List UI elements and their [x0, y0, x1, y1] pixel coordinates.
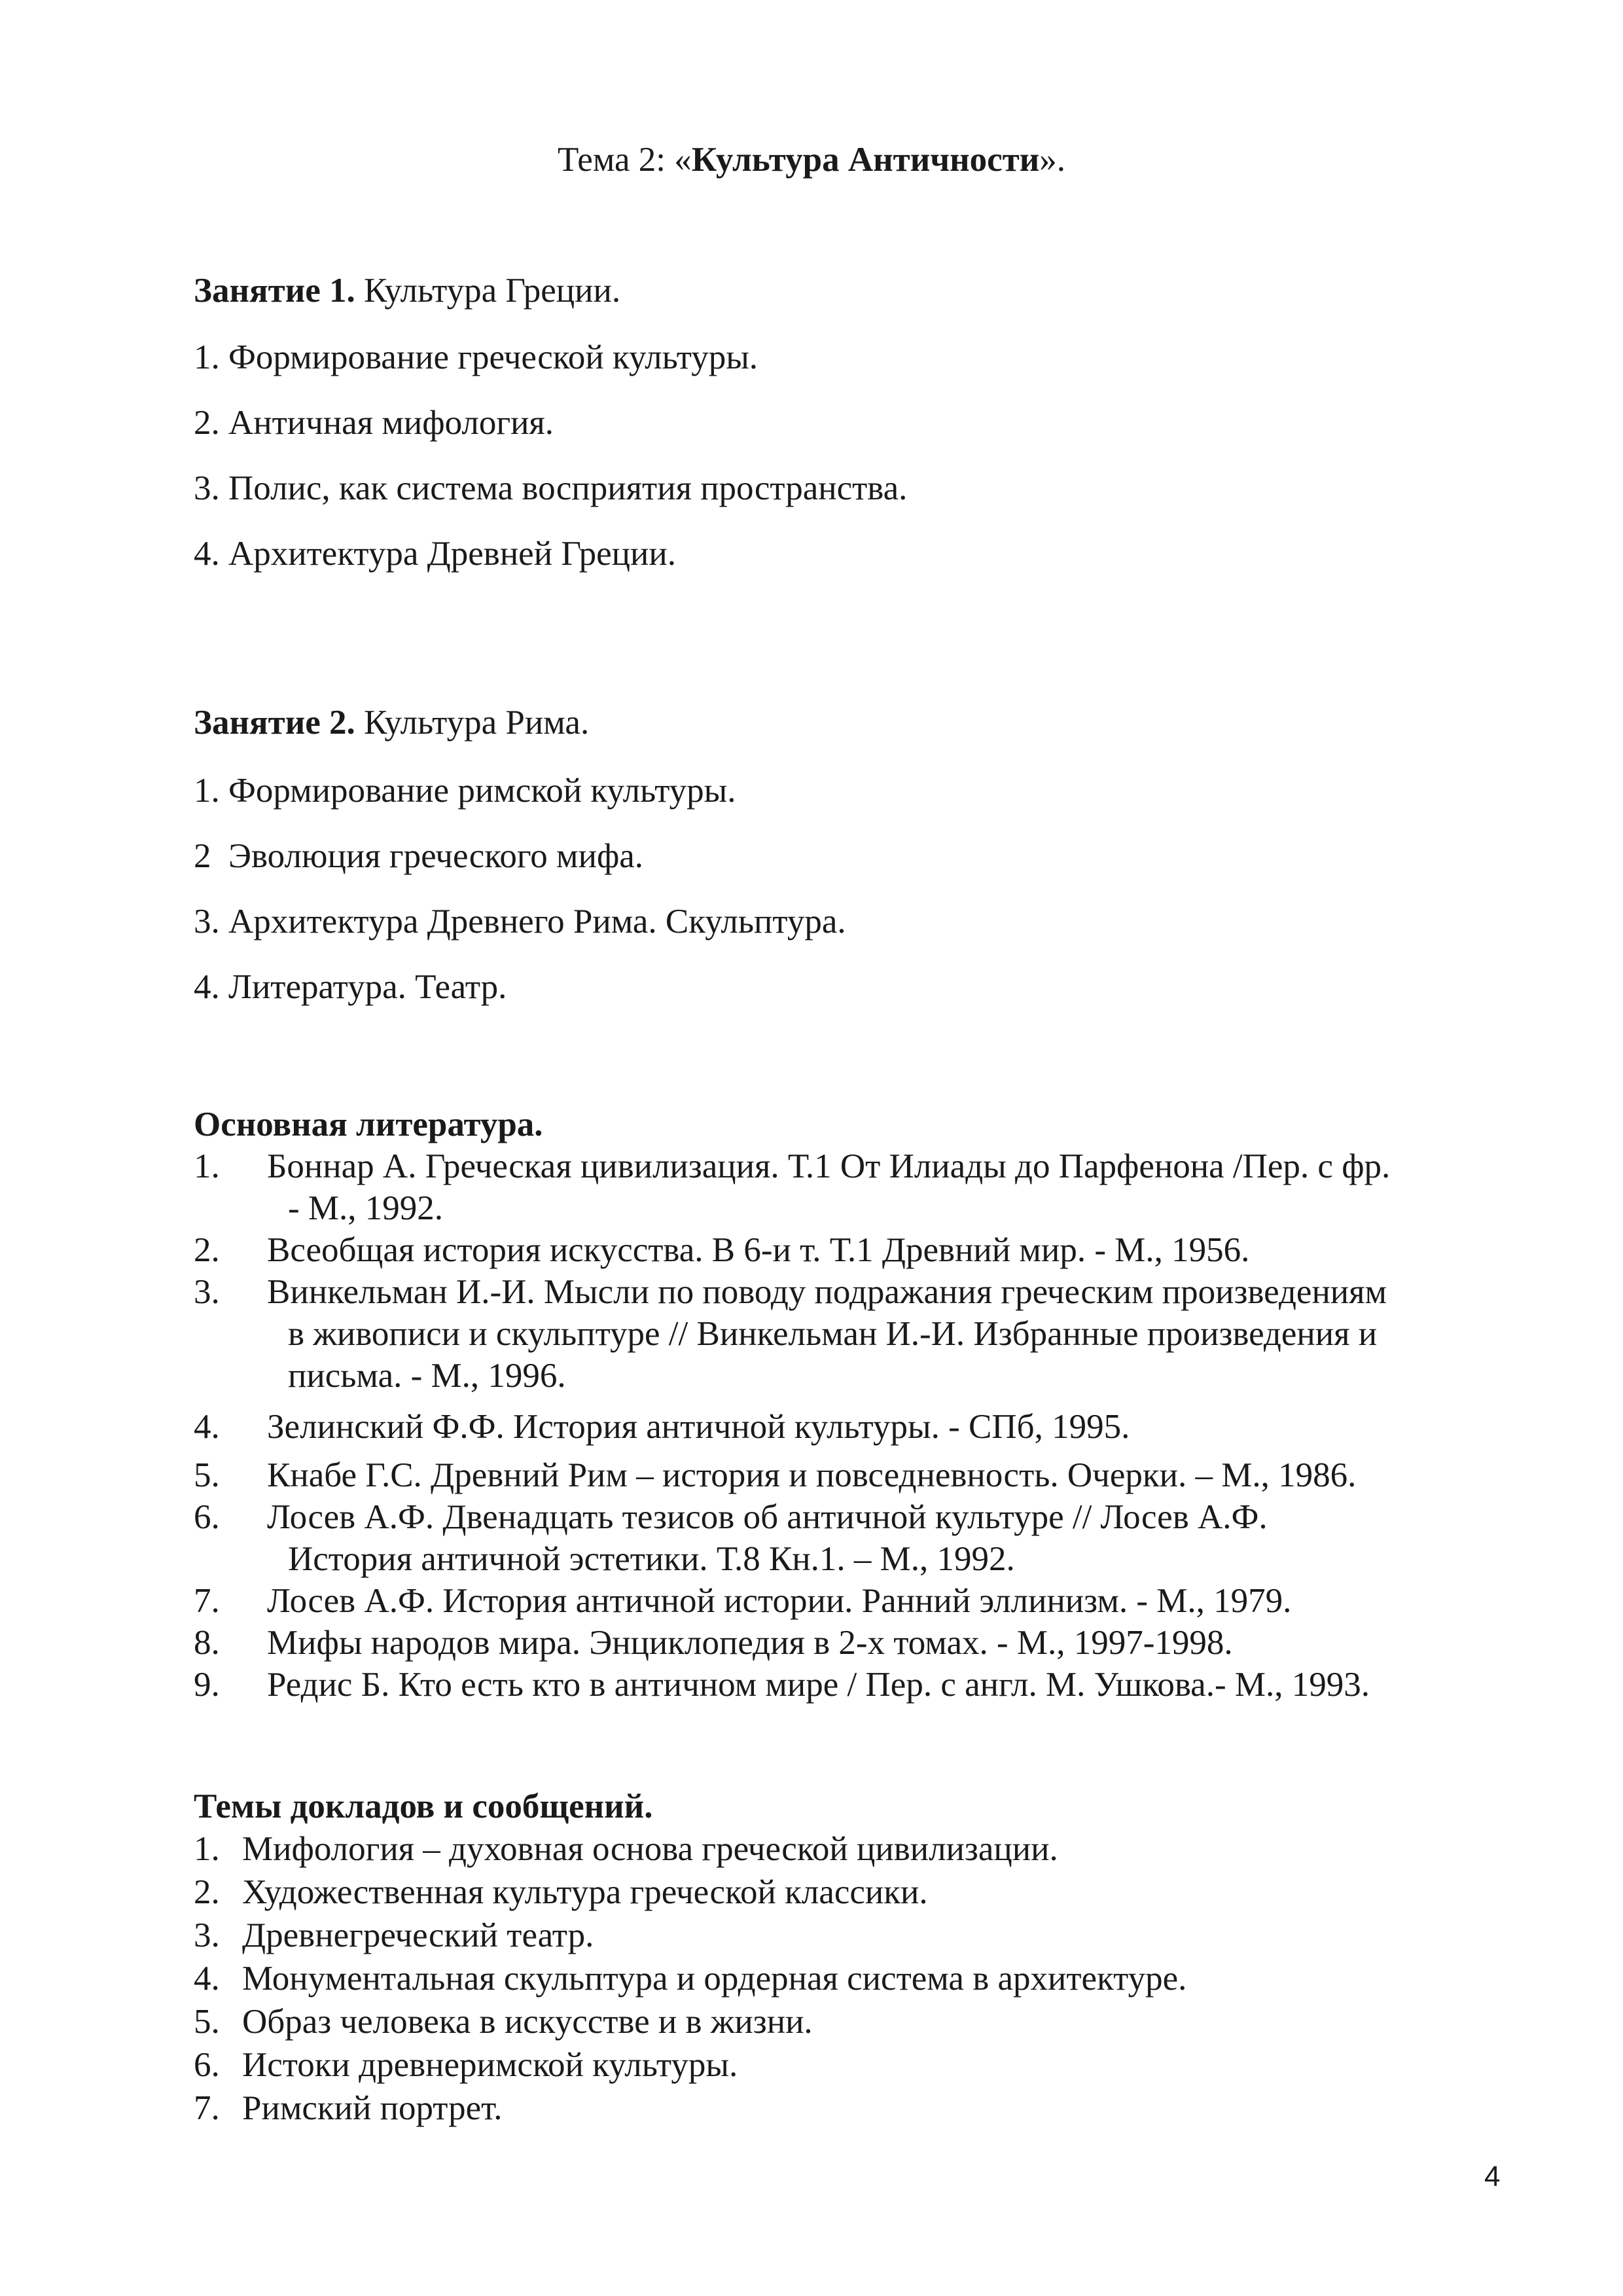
- topic-item: [194, 2043, 738, 2087]
- page-number: 4: [1484, 2161, 1501, 2193]
- literature-item: [194, 1406, 1596, 1448]
- literature-number: 9.: [194, 1666, 220, 1704]
- literature-number: 2.: [194, 1231, 220, 1269]
- lesson-1-heading: [194, 270, 907, 312]
- literature: [194, 1103, 1596, 1706]
- literature-line: Боннар А. Греческая цивилизация. Т.1 От Илиады до Парфенона /Пер. с фр.: [267, 1147, 1391, 1185]
- literature-item: [194, 1496, 1596, 1580]
- topic-number: 7.: [194, 2089, 220, 2127]
- literature-item: [194, 1622, 1596, 1664]
- lesson-2-item: 3. Архитектура Древнего Рима. Скульптура.: [194, 903, 846, 941]
- report-topics: [194, 1785, 1187, 2130]
- topics-heading: Темы докладов и сообщений.: [194, 1787, 653, 1825]
- literature-number: 3.: [194, 1273, 220, 1311]
- literature-item: [194, 1229, 1596, 1271]
- lesson-1-item: 1. Формирование греческой культуры.: [194, 338, 758, 376]
- topic-text: Монументальная скульптура и ордерная система в архитектуре.: [242, 1960, 1187, 1998]
- literature-heading: Основная литература.: [194, 1105, 543, 1143]
- lesson-2-item: 1. Формирование римской культуры.: [194, 772, 736, 810]
- topic-item: [194, 2000, 813, 2043]
- literature-number: 4.: [194, 1408, 220, 1446]
- topic-item: [194, 2087, 652, 2130]
- literature-line: Кнабе Г.С. Древний Рим – история и повседневность. Очерки. – М., 1986.: [267, 1456, 1357, 1494]
- page-title: [0, 139, 1623, 181]
- topic-number: 2.: [194, 1873, 220, 1911]
- topic-text: Художественная культура греческой классики.: [242, 1873, 928, 1911]
- lesson-1-item: 4. Архитектура Древней Греции.: [194, 535, 676, 573]
- literature-line: Мифы народов мира. Энциклопедия в 2-х томах. - М., 1997-1998.: [267, 1624, 1233, 1662]
- lesson-1-title: Культура Греции.: [355, 272, 621, 310]
- topic-item: [194, 1914, 652, 1957]
- literature-number: 7.: [194, 1582, 220, 1620]
- topic-item: [194, 1957, 1187, 2000]
- literature-line: - М., 1992.: [288, 1189, 444, 1227]
- lesson-2-title: Культура Рима.: [355, 704, 590, 742]
- topic-item: [194, 1871, 928, 1914]
- lesson-1-item: 2. Античная мифология.: [194, 404, 554, 442]
- literature-line: в живописи и скульптуре // Винкельман И.-И. Избранные произведения и: [288, 1315, 1378, 1353]
- topic-item: [194, 1827, 1058, 1871]
- topic-number: 6.: [194, 2046, 220, 2084]
- topic-text: Образ человека в искусстве и в жизни.: [242, 2003, 813, 2041]
- literature-number: 8.: [194, 1624, 220, 1662]
- lesson-2-item: 2 Эволюция греческого мифа.: [194, 837, 644, 875]
- literature-line: Всеобщая история искусства. В 6-и т. Т.1 Древний мир. - М., 1956.: [267, 1231, 1250, 1269]
- topic-text: Мифология – духовная основа греческой цивилизации.: [242, 1830, 1058, 1868]
- title-prefix: Тема 2: «: [557, 141, 692, 179]
- lesson-1-label: Занятие 1.: [194, 272, 355, 310]
- topic-text: Древнегреческий театр.: [242, 1916, 594, 1954]
- literature-number: 5.: [194, 1456, 220, 1494]
- literature-line: Винкельман И.-И. Мысли по поводу подражания греческим произведениям: [267, 1273, 1387, 1311]
- literature-line: Лосев А.Ф. История античной истории. Ранний эллинизм. - М., 1979.: [267, 1582, 1292, 1620]
- lesson-1: [194, 270, 907, 575]
- topic-number: 3.: [194, 1916, 220, 1954]
- lesson-2-heading: [194, 702, 846, 744]
- literature-item: [194, 1271, 1596, 1397]
- literature-line: Зелинский Ф.Ф. История античной культуры. - СПб, 1995.: [267, 1408, 1130, 1446]
- topic-number: 5.: [194, 2003, 220, 2041]
- title-bold: Культура Античности: [691, 141, 1040, 179]
- topic-number: 4.: [194, 1960, 220, 1998]
- lesson-2-item: 4. Литература. Театр.: [194, 968, 507, 1006]
- literature-number: 1.: [194, 1147, 220, 1185]
- literature-item: [194, 1454, 1596, 1496]
- literature-line: Редис Б. Кто есть кто в античном мире / Пер. с англ. М. Ушкова.- М., 1993.: [267, 1666, 1370, 1704]
- literature-item: [194, 1580, 1596, 1622]
- title-suffix: ».: [1039, 141, 1066, 179]
- literature-item: [194, 1145, 1596, 1229]
- topic-text: Римский портрет.: [242, 2089, 503, 2127]
- topic-number: 1.: [194, 1830, 220, 1868]
- lesson-2: [194, 702, 846, 1008]
- topic-text: Истоки древнеримской культуры.: [242, 2046, 738, 2084]
- literature-line: письма. - М., 1996.: [288, 1357, 566, 1395]
- lesson-1-item: 3. Полис, как система восприятия пространства.: [194, 469, 908, 507]
- lesson-2-label: Занятие 2.: [194, 704, 355, 742]
- literature-line: Лосев А.Ф. Двенадцать тезисов об античной культуре // Лосев А.Ф.: [267, 1498, 1268, 1536]
- literature-number: 6.: [194, 1498, 220, 1536]
- literature-line: История античной эстетики. Т.8 Кн.1. – М., 1992.: [288, 1540, 1015, 1578]
- literature-item: [194, 1664, 1596, 1706]
